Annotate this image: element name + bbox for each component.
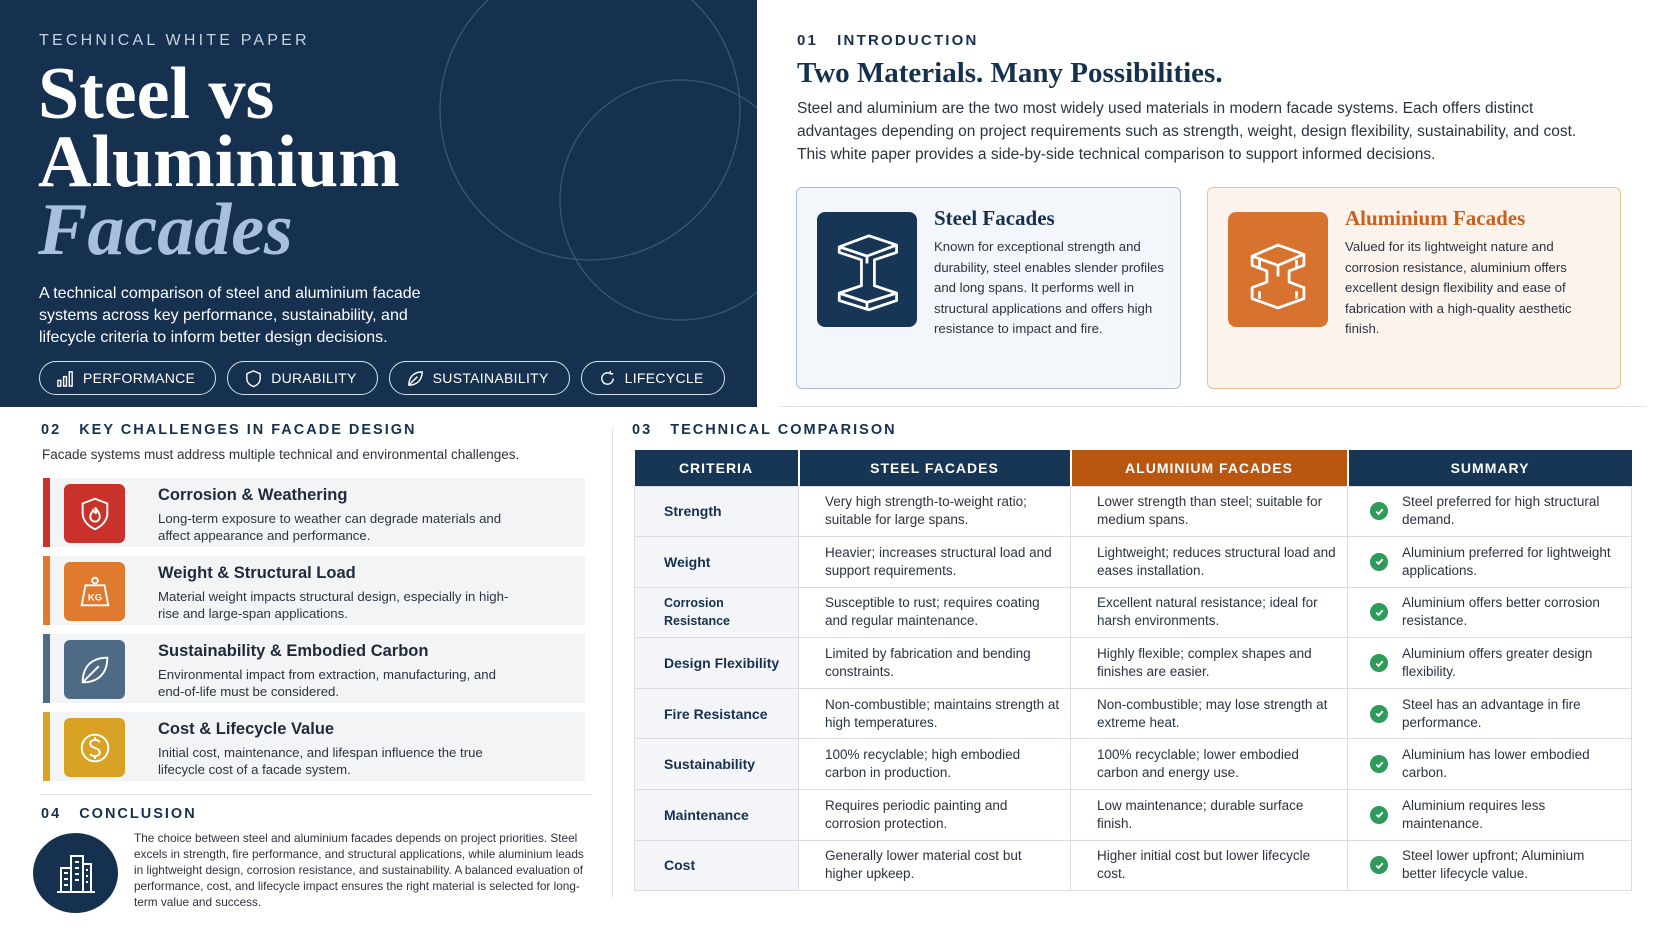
cell-steel: Non-combustible; maintains strength at high temperatures. xyxy=(799,688,1071,739)
hero-title-line3: Facades xyxy=(38,189,293,271)
conclusion-body: The choice between steel and aluminium facades depends on project priorities. Steel excels in strength, fire performance, and structural applications, while aluminium leads in lightweight design, corrosion resistance, and sustainability. A balanced evaluation of performance, cost, and lifecycle impact ensures the right material is selected for long-term value and success. xyxy=(134,831,584,909)
building-icon xyxy=(33,833,118,913)
aluminium-card-body: Valued for its lightweight nature and corrosion resistance, aluminium offers excellent design flexibility and ease of fabrication with a high-quality aesthetic finish. xyxy=(1345,239,1572,336)
cell-steel: Susceptible to rust; requires coating and regular maintenance. xyxy=(799,587,1071,638)
cell-summary xyxy=(1348,486,1632,537)
challenge-body: Environmental impact from extraction, manufacturing, and end-of-life must be considered. xyxy=(158,667,496,699)
challenge-body: Material weight impacts structural design, especially in high-rise and large-span applications. xyxy=(158,589,509,621)
cell-summary xyxy=(1348,790,1632,841)
challenge-item-sustainability xyxy=(43,634,585,703)
i-beam-icon xyxy=(817,212,917,327)
challenge-title: Cost & Lifecycle Value xyxy=(158,720,335,738)
pill-label: SUSTAINABILITY xyxy=(432,370,549,386)
divider xyxy=(612,428,613,898)
cell-criteria: Strength xyxy=(635,486,799,537)
hero-title-line1: Steel vs xyxy=(38,53,275,135)
cell-steel: Limited by fabrication and bending constraints. xyxy=(799,638,1071,689)
shield-flame-icon xyxy=(64,484,125,543)
table-row xyxy=(635,790,1632,841)
pill-lifecycle[interactable] xyxy=(581,361,725,395)
comparison-section-label: 03 TECHNICAL COMPARISON xyxy=(632,422,897,438)
summary-wrap xyxy=(1370,645,1621,681)
challenge-title: Sustainability & Embodied Carbon xyxy=(158,642,429,660)
cell-summary xyxy=(1348,739,1632,790)
cell-steel: Very high strength-to-weight ratio; suitable for large spans. xyxy=(799,486,1071,537)
cell-criteria: Fire Resistance xyxy=(635,688,799,739)
challenge-item-weight xyxy=(43,556,585,625)
cell-summary xyxy=(1348,688,1632,739)
cycle-icon xyxy=(598,369,617,388)
steel-card-body: Known for exceptional strength and durability, steel enables slender profiles and long spans. It performs well in structural applications and offers high resistance to impact and fire. xyxy=(934,239,1164,336)
challenges-section-label: 02 KEY CHALLENGES IN FACADE DESIGN xyxy=(41,422,417,438)
summary-text: Aluminium offers greater design flexibility. xyxy=(1402,646,1593,680)
hero-eyebrow: TECHNICAL WHITE PAPER xyxy=(39,32,310,49)
summary-text: Aluminium has lower embodied carbon. xyxy=(1402,747,1590,781)
bar-chart-icon xyxy=(56,369,75,388)
leaf-icon xyxy=(64,640,125,699)
cell-steel: 100% recyclable; high embodied carbon in production. xyxy=(799,739,1071,790)
check-icon xyxy=(1370,654,1388,672)
table-row xyxy=(635,739,1632,790)
intro-body: Steel and aluminium are the two most widely used materials in modern facade systems. Each offers distinct advantages depending on project requirements such as strength, weight, design flexibility, sustainability, and cost. This white paper provides a side-by-side technical comparison to support informed decisions. xyxy=(797,100,1577,163)
hero-subtitle: A technical comparison of steel and aluminium facade systems across key performance, sustainability, and lifecycle criteria to inform better design decisions. xyxy=(39,285,421,346)
table-row xyxy=(635,638,1632,689)
header-steel: STEEL FACADES xyxy=(799,450,1071,486)
summary-wrap xyxy=(1370,797,1621,833)
divider xyxy=(40,794,592,795)
accent-bar xyxy=(43,556,50,625)
divider xyxy=(780,406,1646,407)
cell-steel: Heavier; increases structural load and support requirements. xyxy=(799,537,1071,588)
pill-label: LIFECYCLE xyxy=(624,370,704,386)
cell-steel: Requires periodic painting and corrosion protection. xyxy=(799,790,1071,841)
table-row xyxy=(635,486,1632,537)
hero-title-line2: Aluminium xyxy=(38,121,400,203)
table-row xyxy=(635,537,1632,588)
cell-criteria: Cost xyxy=(635,840,799,891)
summary-text: Aluminium offers better corrosion resistance. xyxy=(1402,595,1600,629)
table-row xyxy=(635,688,1632,739)
cell-aluminium: Lightweight; reduces structural load and eases installation. xyxy=(1071,537,1348,588)
challenges-intro: Facade systems must address multiple technical and environmental challenges. xyxy=(42,447,520,462)
check-icon xyxy=(1370,705,1388,723)
challenge-body: Long-term exposure to weather can degrade materials and affect appearance and performance. xyxy=(158,511,502,543)
summary-text: Aluminium requires less maintenance. xyxy=(1402,797,1546,831)
summary-text: Steel preferred for high structural demand. xyxy=(1402,494,1600,528)
cell-summary xyxy=(1348,840,1632,891)
summary-wrap xyxy=(1370,746,1621,782)
summary-wrap xyxy=(1370,493,1621,529)
check-icon xyxy=(1370,603,1388,621)
pill-sustainability[interactable] xyxy=(389,361,570,395)
kg-weight-icon xyxy=(64,562,125,621)
check-icon xyxy=(1370,755,1388,773)
extrusion-profile-icon xyxy=(1228,212,1328,327)
accent-bar xyxy=(43,712,50,781)
cell-aluminium: Lower strength than steel; suitable for medium spans. xyxy=(1071,486,1348,537)
aluminium-card-title: Aluminium Facades xyxy=(1345,206,1526,230)
cell-aluminium: 100% recyclable; lower embodied carbon and energy use. xyxy=(1071,739,1348,790)
challenge-item-corrosion xyxy=(43,478,585,547)
hero-panel xyxy=(0,0,757,407)
summary-text: Aluminium preferred for lightweight applications. xyxy=(1402,544,1611,578)
header-criteria: CRITERIA xyxy=(635,450,799,486)
table-row xyxy=(635,587,1632,638)
check-icon xyxy=(1370,553,1388,571)
leaf-icon xyxy=(406,369,425,388)
challenges-list xyxy=(43,478,585,790)
cell-summary xyxy=(1348,638,1632,689)
pill-label: DURABILITY xyxy=(271,370,357,386)
pill-durability[interactable] xyxy=(227,361,377,395)
challenge-title: Corrosion & Weathering xyxy=(158,486,348,504)
cell-steel: Generally lower material cost but higher upkeep. xyxy=(799,840,1071,891)
cell-summary xyxy=(1348,587,1632,638)
check-icon xyxy=(1370,806,1388,824)
kg-label: KG xyxy=(87,592,102,604)
challenge-body: Initial cost, maintenance, and lifespan influence the true lifecycle cost of a facade system. xyxy=(158,745,483,777)
table-row xyxy=(635,840,1632,891)
accent-bar xyxy=(43,634,50,703)
check-icon xyxy=(1370,502,1388,520)
cell-criteria: Sustainability xyxy=(635,739,799,790)
challenge-item-cost xyxy=(43,712,585,781)
pill-label: PERFORMANCE xyxy=(83,370,196,386)
steel-card-title: Steel Facades xyxy=(934,206,1055,230)
check-icon xyxy=(1370,856,1388,874)
topic-pills xyxy=(39,361,725,395)
summary-wrap xyxy=(1370,696,1621,732)
table-header-row xyxy=(635,450,1632,486)
cell-criteria: Corrosion Resistance xyxy=(635,587,799,638)
cell-criteria: Design Flexibility xyxy=(635,638,799,689)
cell-aluminium: Highly flexible; complex shapes and finishes are easier. xyxy=(1071,638,1348,689)
cell-aluminium: Low maintenance; durable surface finish. xyxy=(1071,790,1348,841)
intro-section-label: 01 INTRODUCTION xyxy=(797,32,979,49)
conclusion-section-label: 04 CONCLUSION xyxy=(41,806,197,822)
cell-summary xyxy=(1348,537,1632,588)
summary-wrap xyxy=(1370,544,1621,580)
cell-aluminium: Higher initial cost but lower lifecycle cost. xyxy=(1071,840,1348,891)
header-aluminium: ALUMINIUM FACADES xyxy=(1071,450,1348,486)
summary-wrap xyxy=(1370,594,1621,630)
pill-performance[interactable] xyxy=(39,361,216,395)
header-summary: SUMMARY xyxy=(1348,450,1632,486)
intro-title: Two Materials. Many Possibilities. xyxy=(797,57,1223,89)
cell-criteria: Weight xyxy=(635,537,799,588)
steel-card xyxy=(796,187,1181,389)
summary-text: Steel lower upfront; Aluminium better lifecycle value. xyxy=(1402,848,1585,882)
comparison-table xyxy=(634,450,1632,891)
shield-icon xyxy=(244,369,263,388)
aluminium-card xyxy=(1207,187,1621,389)
hero-title xyxy=(38,53,400,271)
summary-wrap xyxy=(1370,847,1621,883)
dollar-coin-icon xyxy=(64,718,125,777)
accent-bar xyxy=(43,478,50,547)
cell-aluminium: Non-combustible; may lose strength at extreme heat. xyxy=(1071,688,1348,739)
summary-text: Steel has an advantage in fire performance. xyxy=(1402,696,1581,730)
challenge-title: Weight & Structural Load xyxy=(158,564,356,582)
cell-aluminium: Excellent natural resistance; ideal for harsh environments. xyxy=(1071,587,1348,638)
cell-criteria: Maintenance xyxy=(635,790,799,841)
